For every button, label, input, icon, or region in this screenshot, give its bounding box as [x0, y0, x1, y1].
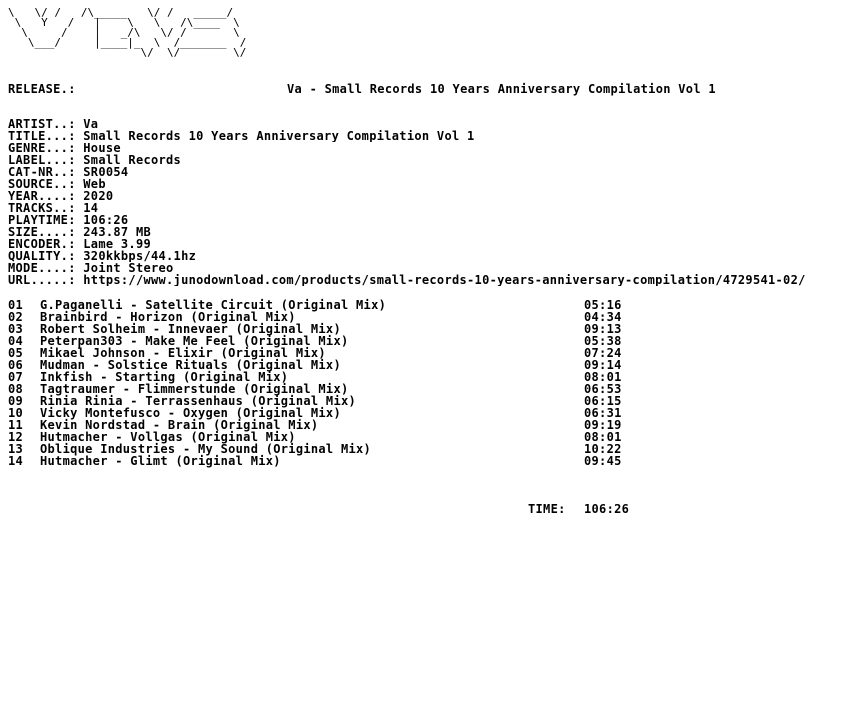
info-row-playtime	[8, 214, 858, 226]
track-title: Robert Solheim - Innevaer (Original Mix)	[40, 322, 341, 336]
track-time: 06:31	[584, 406, 622, 420]
info-row-tracks	[8, 202, 858, 214]
info-row-artist	[8, 118, 858, 130]
info-value: Small Records 10 Years Anniversary Compilation Vol 1	[83, 130, 475, 142]
track-number: 11	[8, 418, 24, 432]
track-number: 08	[8, 382, 24, 396]
track-row	[8, 430, 858, 442]
tracklist	[8, 298, 858, 466]
track-row	[8, 454, 858, 466]
track-time: 09:13	[584, 322, 622, 336]
track-row	[8, 442, 858, 454]
track-number: 13	[8, 442, 24, 456]
track-row	[8, 298, 858, 310]
track-title: Hutmacher - Glimt (Original Mix)	[40, 454, 281, 468]
track-time: 06:53	[584, 382, 622, 396]
track-title: Peterpan303 - Make Me Feel (Original Mix)	[40, 334, 349, 348]
ascii-logo: \ \/ / /\_____ \/ / _____/ \ Y / | \ \ /\____ \ \ / | _/\ \/ / \ \___/ |____|_ \ /_______ / \/ \/ \/	[8, 6, 247, 59]
track-row	[8, 406, 858, 418]
track-time: 08:01	[584, 370, 622, 384]
track-time: 05:38	[584, 334, 622, 348]
info-key: ENCODER.:	[8, 238, 76, 250]
info-row-cat-nr	[8, 166, 858, 178]
info-key: LABEL...:	[8, 154, 76, 166]
info-row-source	[8, 178, 858, 190]
info-url-link[interactable]: https://www.junodownload.com/products/small-records-10-years-anniversary-compilation/4729541-02/	[83, 274, 806, 286]
track-title: Mudman - Solstice Rituals (Original Mix)	[40, 358, 341, 372]
info-key: SOURCE..:	[8, 178, 76, 190]
info-row-genre	[8, 142, 858, 154]
track-time: 09:19	[584, 418, 622, 432]
info-value: Lame 3.99	[83, 238, 151, 250]
track-number: 10	[8, 406, 24, 420]
info-value: House	[83, 142, 121, 154]
track-row	[8, 346, 858, 358]
info-value: 320kkbps/44.1hz	[83, 250, 197, 262]
track-row	[8, 418, 858, 430]
track-row	[8, 310, 858, 322]
info-value: 243.87 MB	[83, 226, 151, 238]
track-number: 12	[8, 430, 24, 444]
info-key: URL.....:	[8, 274, 76, 286]
info-value: Web	[83, 178, 106, 190]
info-value: 2020	[83, 190, 114, 202]
track-number: 05	[8, 346, 24, 360]
track-title: Kevin Nordstad - Brain (Original Mix)	[40, 418, 319, 432]
track-number: 14	[8, 454, 24, 468]
track-time: 09:45	[584, 454, 622, 468]
total-time-line	[8, 502, 858, 514]
info-row-mode	[8, 262, 858, 274]
track-row	[8, 322, 858, 334]
track-title: Inkfish - Starting (Original Mix)	[40, 370, 289, 384]
info-key: GENRE...:	[8, 142, 76, 154]
info-value: SR0054	[83, 166, 129, 178]
info-key: SIZE....:	[8, 226, 76, 238]
track-title: Hutmacher - Vollgas (Original Mix)	[40, 430, 296, 444]
track-number: 01	[8, 298, 24, 312]
track-number: 03	[8, 322, 24, 336]
total-time-label: TIME:	[528, 502, 566, 516]
info-row-url	[8, 274, 858, 286]
track-time: 07:24	[584, 346, 622, 360]
info-key: YEAR....:	[8, 190, 76, 202]
track-time: 08:01	[584, 430, 622, 444]
track-number: 02	[8, 310, 24, 324]
info-value: Joint Stereo	[83, 262, 174, 274]
info-row-quality	[8, 250, 858, 262]
track-number: 09	[8, 394, 24, 408]
info-block	[8, 118, 858, 286]
track-title: Tagtraumer - Flimmerstunde (Original Mix)	[40, 382, 349, 396]
info-key: TRACKS..:	[8, 202, 76, 214]
release-line	[8, 82, 858, 94]
info-key: QUALITY.:	[8, 250, 76, 262]
info-key: TITLE...:	[8, 130, 76, 142]
info-row-title	[8, 130, 858, 142]
track-time: 06:15	[584, 394, 622, 408]
track-number: 06	[8, 358, 24, 372]
track-row	[8, 370, 858, 382]
track-title: Mikael Johnson - Elixir (Original Mix)	[40, 346, 326, 360]
track-time: 09:14	[584, 358, 622, 372]
info-row-year	[8, 190, 858, 202]
track-title: G.Paganelli - Satellite Circuit (Original Mix)	[40, 298, 387, 312]
release-label: RELEASE.:	[8, 82, 76, 96]
info-key: PLAYTIME:	[8, 214, 76, 226]
track-row	[8, 358, 858, 370]
track-number: 07	[8, 370, 24, 384]
info-row-label	[8, 154, 858, 166]
track-row	[8, 334, 858, 346]
info-key: ARTIST..:	[8, 118, 76, 130]
info-row-encoder	[8, 238, 858, 250]
info-value: 14	[83, 202, 99, 214]
info-value: Small Records	[83, 154, 182, 166]
nfo-document	[8, 8, 858, 514]
track-time: 04:34	[584, 310, 622, 324]
track-row	[8, 382, 858, 394]
track-title: Oblique Industries - My Sound (Original Mix)	[40, 442, 372, 456]
release-value: Va - Small Records 10 Years Anniversary Compilation Vol 1	[287, 82, 716, 96]
total-time-value: 106:26	[584, 502, 630, 516]
track-time: 10:22	[584, 442, 622, 456]
track-number: 04	[8, 334, 24, 348]
info-row-size	[8, 226, 858, 238]
track-time: 05:16	[584, 298, 622, 312]
info-value: Va	[83, 118, 99, 130]
track-title: Brainbird - Horizon (Original Mix)	[40, 310, 296, 324]
track-row	[8, 394, 858, 406]
info-key: CAT-NR..:	[8, 166, 76, 178]
info-key: MODE....:	[8, 262, 76, 274]
track-title: Vicky Montefusco - Oxygen (Original Mix)	[40, 406, 341, 420]
track-title: Rinia Rinia - Terrassenhaus (Original Mix)	[40, 394, 357, 408]
info-value: 106:26	[83, 214, 129, 226]
